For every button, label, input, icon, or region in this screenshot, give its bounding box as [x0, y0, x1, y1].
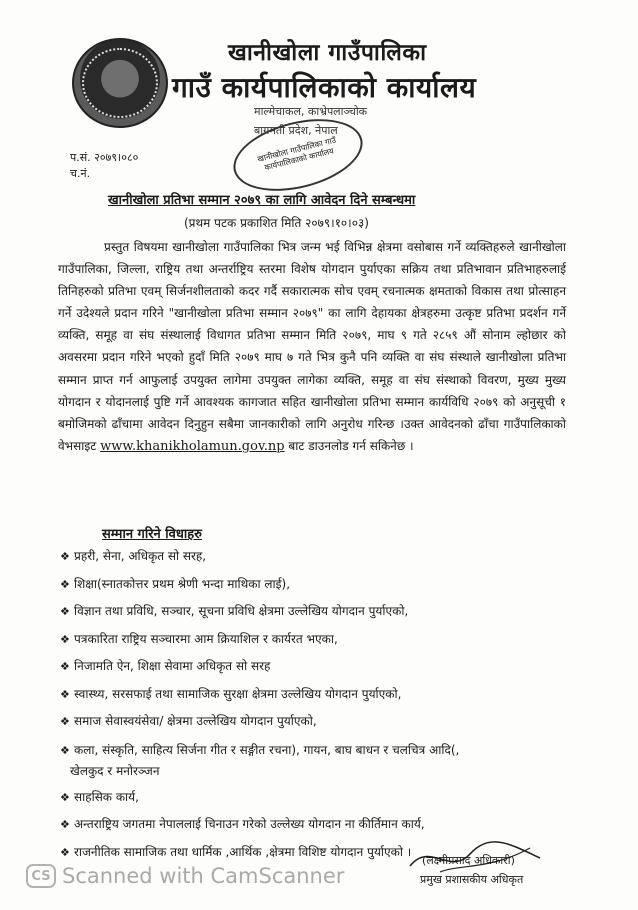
bullet-icon: ❖: [60, 577, 70, 591]
list-item: ❖ पत्रकारिता राष्ट्रिय सञ्चारमा आम क्रियाशिल र कार्यरत भएका,: [60, 626, 590, 654]
publication-date: (प्रथम पटक प्रकाशित मिति २०७९।१०।०३): [184, 216, 369, 230]
bullet-icon: ❖: [60, 550, 70, 563]
list-item: ❖ समाज सेवास्वयंसेवा/ क्षेत्रमा उल्लेखिय योगदान पुर्याएको,: [60, 708, 590, 736]
bullet-icon: ❖: [60, 743, 70, 757]
bullet-icon: ❖: [60, 818, 70, 831]
camscanner-text: Scanned with CamScanner: [62, 864, 345, 888]
categories-heading: सम्मान गरिने विधाहरु: [102, 527, 202, 542]
bullet-icon: ❖: [60, 715, 70, 728]
bullet-icon: ❖: [60, 632, 70, 646]
stamp-text: खानीखोला गाउँपालिका गाउँ कार्यपालिकाको कार्यालय: [256, 135, 337, 173]
signatory-title: प्रमुख प्रशासकीय अधिकृत: [420, 873, 524, 886]
address-line-1: माल्मेचाकल, काभ्रेपलाञ्चोक: [254, 105, 368, 118]
subject-line: खानीखोला प्रतिभा सम्मान २०७९ का लागि आवेदन दिने सम्बन्धमा: [108, 193, 416, 208]
bullet-icon: ❖: [60, 845, 70, 859]
list-item: ❖ राजनीतिक सामाजिक तथा धार्मिक ,आर्थिक ,क्षेत्रमा विशिष्ट योगदान पुर्याएको ।: [60, 839, 590, 867]
bullet-icon: ❖: [60, 605, 70, 618]
list-item: ❖ निजामति ऐन, शिक्षा सेवामा अधिकृत सो सरह: [60, 653, 590, 681]
bullet-icon: ❖: [60, 790, 70, 804]
list-item: ❖ विज्ञान तथा प्रविधि, सञ्चार, सूचना प्रविधि क्षेत्रमा उल्लेखिय योगदान पुर्याएको,: [60, 598, 590, 626]
bullet-icon: ❖: [60, 660, 70, 673]
list-item-continuation: खेलकुद र मनोरञ्जन: [70, 763, 160, 778]
list-item: ❖ कला, संस्कृति, साहित्य सिर्जना गीत र सङ्गीत रचना), गायन, बाघ बाधन र चलचित्र आदि(, खेलकुद र मनोरञ्जन: [60, 742, 460, 778]
website-link[interactable]: www.khanikholamun.gov.np: [100, 438, 285, 454]
municipality-logo: [72, 38, 168, 128]
body-text-end: बाट डाउनलोड गर्न सकिनेछ ।: [288, 438, 414, 453]
bullet-icon: ❖: [60, 687, 70, 701]
dispatch-number: च.नं.: [70, 167, 91, 180]
office-name: गाउँ कार्यपालिकाको कार्यालय: [172, 71, 477, 104]
address-line-2: बागमती प्रदेश, नेपाल: [254, 124, 338, 137]
list-item: ❖ साहसिक कार्य,: [60, 784, 590, 812]
camscanner-watermark: [26, 864, 344, 888]
categories-list: [60, 543, 590, 866]
camscanner-logo-icon: CS: [26, 864, 56, 888]
list-item: ❖ शिक्षा(स्नातकोत्तर प्रथम श्रेणी भन्दा माथिका लाई),: [60, 571, 590, 599]
signatory-name: (लक्ष्मीप्रसाद अधिकारी): [422, 854, 515, 867]
list-item: ❖ प्रहरी, सेना, अधिकृत सो सरह,: [60, 543, 590, 571]
list-item: ❖ स्वास्थ्य, सरसफाई तथा सामाजिक सुरक्षा क्षेत्रमा उल्लेखिय योगदान पुर्याएको,: [60, 681, 590, 709]
body-text: प्रस्तुत विषयमा खानीखोला गाउँपालिका भित्र जन्म भई विभिन्न क्षेत्रमा वसोबास गर्ने व्यक्तिहरुले खानीखोला गाउँपालिका, जिल्ला, राष्ट्रिय तथा अन्तर्राष्ट्रिय स्तरमा विशेष योगदान पुर्याएका सक्रिय तथा प्रतिभावान प्रतिभाहरुलाई तिनिहरुको प्रतिभा एवम् सिर्जनशीलताको कदर गर्दै सकारात्मक सोच एवम् रचनात्मक क्षमताको विकास तथा प्रोत्साहन गर्ने उदेश्यले प्रदान गरिने "खानीखोला प्रतिभा सम्मान २०७९" का लागि देहायका क्षेत्रहरुमा उत्कृष्ट प्रतिभा प्रदर्शन गर्ने व्यक्ति, समूह वा संघ संस्थालाई विधागत प्रतिभा सम्मान मिति २०७९, माघ ९ गते २८५९ औं सोनाम ल्होछार को अवसरमा प्रदान गरिने भएको हुदाँ मिति २०७९ माघ ७ गते भित्र कुनै पनि व्यक्ति वा संघ संस्थाले खानीखोला प्रतिभा सम्मान प्राप्त गर्न आफुलाई उपयुक्त लागेमा उपयुक्त लागेका व्यक्ति, समूह वा संघ संस्थाको विवरण, मुख्य मुख्य योगदान र योदानलाई पुष्टि गर्ने आवश्यक कागजात सहित खानीखोला प्रतिभा सम्मान कार्यविधि २०७९ को अनुसूची १ बमोजिमको ढाँचामा आवेदन दिनुहुन सबैमा जानकारीको लागि अनुरोध गरिन्छ ।उक्त आवेदनको ढाँचा गाउँपालिकाको वेभसाइट: [58, 240, 566, 453]
municipality-name: खानीखोला गाउँपालिका: [228, 40, 427, 66]
letter-number: प.सं. २०७९।०८०: [70, 151, 139, 164]
notice-body: [58, 236, 566, 458]
list-item: ❖ अन्तराष्ट्रिय जगतमा नेपाललाई चिनाउन गरेको उल्लेख्य योगदान ना कीर्तिमान कार्य,: [60, 811, 590, 839]
official-stamp: [226, 107, 370, 203]
